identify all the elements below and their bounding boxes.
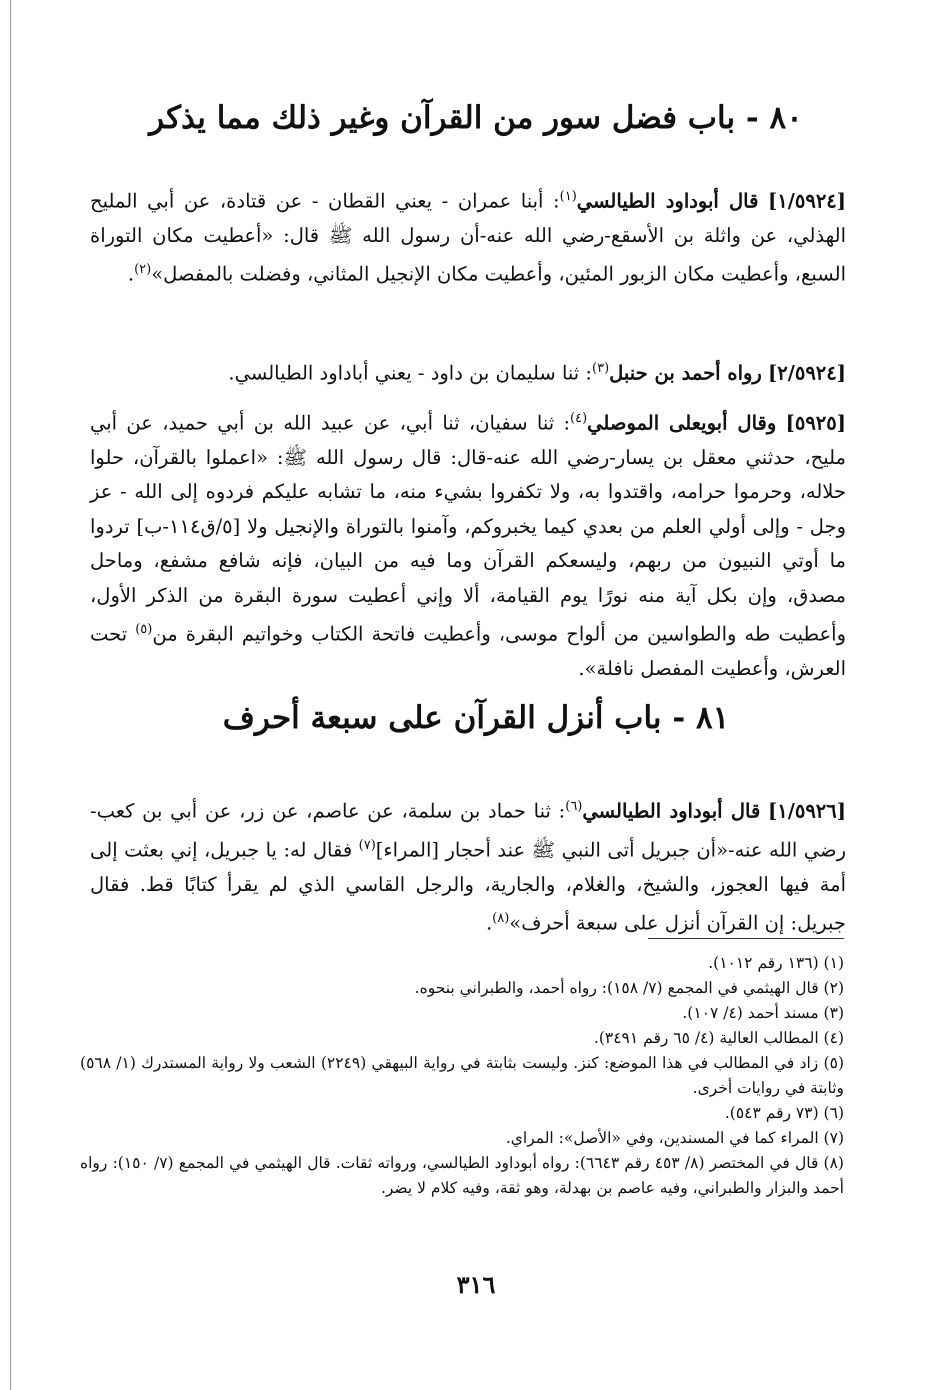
narrator: قال أبوداود الطيالسي	[576, 189, 759, 212]
footnote-3: (٣) مسند أحمد (٤/ ١٠٧).	[682, 1004, 844, 1022]
chapter-heading-80: ٨٠ - باب فضل سور من القرآن وغير ذلك مما يذكر	[149, 100, 803, 136]
narrator: قال أبوداود الطيالسي	[582, 799, 761, 822]
footnote-ref: (٦)	[565, 798, 583, 814]
footnote-ref: (٥)	[135, 622, 153, 637]
footnote-ref: (١)	[559, 188, 577, 204]
footnote-ref: (٨)	[492, 911, 510, 926]
footnote-2: (٢) قال الهيثمي في المجمع (٧/ ١٥٨): رواه أحمد، والطبراني بنحوه.	[414, 979, 844, 997]
hadith-number: [١/٥٩٢٤]	[768, 189, 847, 212]
narrator: وقال أبويعلى الموصلي	[587, 411, 777, 434]
chapter-heading-81: ٨١ - باب أنزل القرآن على سبعة أحرف	[222, 700, 730, 736]
footnote-separator	[648, 938, 844, 939]
narrator: رواه أحمد بن حنبل	[609, 361, 762, 384]
footnote-ref: (٧)	[358, 837, 376, 853]
page-number: ٣١٦	[456, 1270, 496, 1299]
hadith-5926-1	[90, 790, 846, 942]
footnote-6: (٦) (٧٣ رقم ٥٤٣).	[724, 1104, 844, 1122]
hadith-text: : ثنا سليمان بن داود - يعني أباداود الطيالسي.	[228, 361, 592, 384]
hadith-text: : ثنا سفيان، ثنا أبي، عن عبيد الله بن أبي حميد، عن أبي مليح، حدثني معقل بن يسار-رضي الله عنه-قال: قال رسول الله ﷺ: «اعملوا بالقرآن، حلوا حلاله، وحرموا حرامه، واقتدوا به، ولا تكفروا بشيء منه، ما تشابه عليكم فردوه إلى الله - عز وجل - وإلى أولي العلم من بعدي كيما يخبروكم، وآمنوا بالتوراة والإنجيل ولا [٥/ق١١٤-ب] تردوا ما أوتي النبيون من ربهم، وليسعكم القرآن وما فيه من البيان، فإنه شافع مشفع، وماحل مصدق، وإن بكل آية منه نورًا يوم القيامة، ألا وإني أعطيت سورة البقرة من الذكر الأول، وأعطيت طه والطواسين من ألواح موسى، وأعطيت فاتحة الكتاب وخواتيم البقرة من	[90, 411, 846, 646]
footnote-1: (١) (١٣٦ رقم ١٠١٢).	[708, 954, 844, 972]
hadith-number: [٢/٥٩٢٤]	[768, 361, 846, 384]
hadith-text-end: .	[127, 262, 135, 286]
footnote-8: (٨) قال في المختصر (٨/ ٤٥٣ رقم ٦٦٤٣): رواه أبوداود الطيالسي، ورواته ثقات. قال الهيثمي في المجمع (٧/ ١٥٠): رواه أحمد والبزار والطبراني، وفيه عاصم بن بهدلة، وهو ثقة، وفيه كلام لا يضر.	[80, 1154, 844, 1197]
page-edge-line	[10, 0, 11, 1390]
hadith-text-end: تحت العرش، وأعطيت المفصل نافلة».	[90, 622, 846, 680]
hadith-5924-2	[90, 352, 846, 391]
footnote-ref: (٤)	[570, 410, 588, 426]
hadith-5924-1	[90, 180, 846, 293]
footnote-ref: (٣)	[592, 360, 610, 376]
hadith-text-mid: فقال له: يا جبريل، إني بعثت إلى أمة فيها العجوز، والشيخ، والغلام، والجارية، والرجل القاسي الذي لم يقرأ كتابًا قط. فقال جبريل: إن القرآن أنزل على سبعة أحرف»	[90, 838, 846, 935]
hadith-text: : أبنا عمران - يعني القطان - عن قتادة، عن أبي المليح الهذلي، عن واثلة بن الأسقع-رضي الله عنه-أن رسول الله ﷺ قال: «أعطيت مكان التوراة السبع، وأعطيت مكان الزبور المئين، وأعطيت مكان الإنجيل المثاني، وفضلت بالمفصل»	[90, 189, 846, 286]
footnote-4: (٤) المطالب العالية (٤/ ٦٥ رقم ٣٤٩١).	[593, 1029, 844, 1047]
footnote-ref: (٢)	[134, 262, 152, 277]
footnotes	[80, 951, 844, 1201]
hadith-number: [١/٥٩٢٦]	[768, 799, 846, 822]
footnote-5: (٥) زاد في المطالب في هذا الموضع: كنز. وليست بثابتة في رواية البيهقي (٢٢٤٩) الشعب ولا رواية المستدرك (١/ ٥٦٨) وثابتة في روايات أخرى.	[80, 1054, 844, 1097]
footnote-7: (٧) المراء كما في المسندين، وفي «الأصل»: المراي.	[505, 1129, 844, 1147]
hadith-text: : ثنا حماد بن سلمة، عن عاصم، عن زر، عن أبي بن كعب-رضي الله عنه-«أن جبريل أتى النبي ﷺ عند أحجار [المراء]	[90, 799, 846, 861]
hadith-5925	[90, 402, 846, 687]
hadith-text-end: .	[485, 911, 493, 935]
hadith-number: [٥٩٢٥]	[785, 411, 846, 434]
